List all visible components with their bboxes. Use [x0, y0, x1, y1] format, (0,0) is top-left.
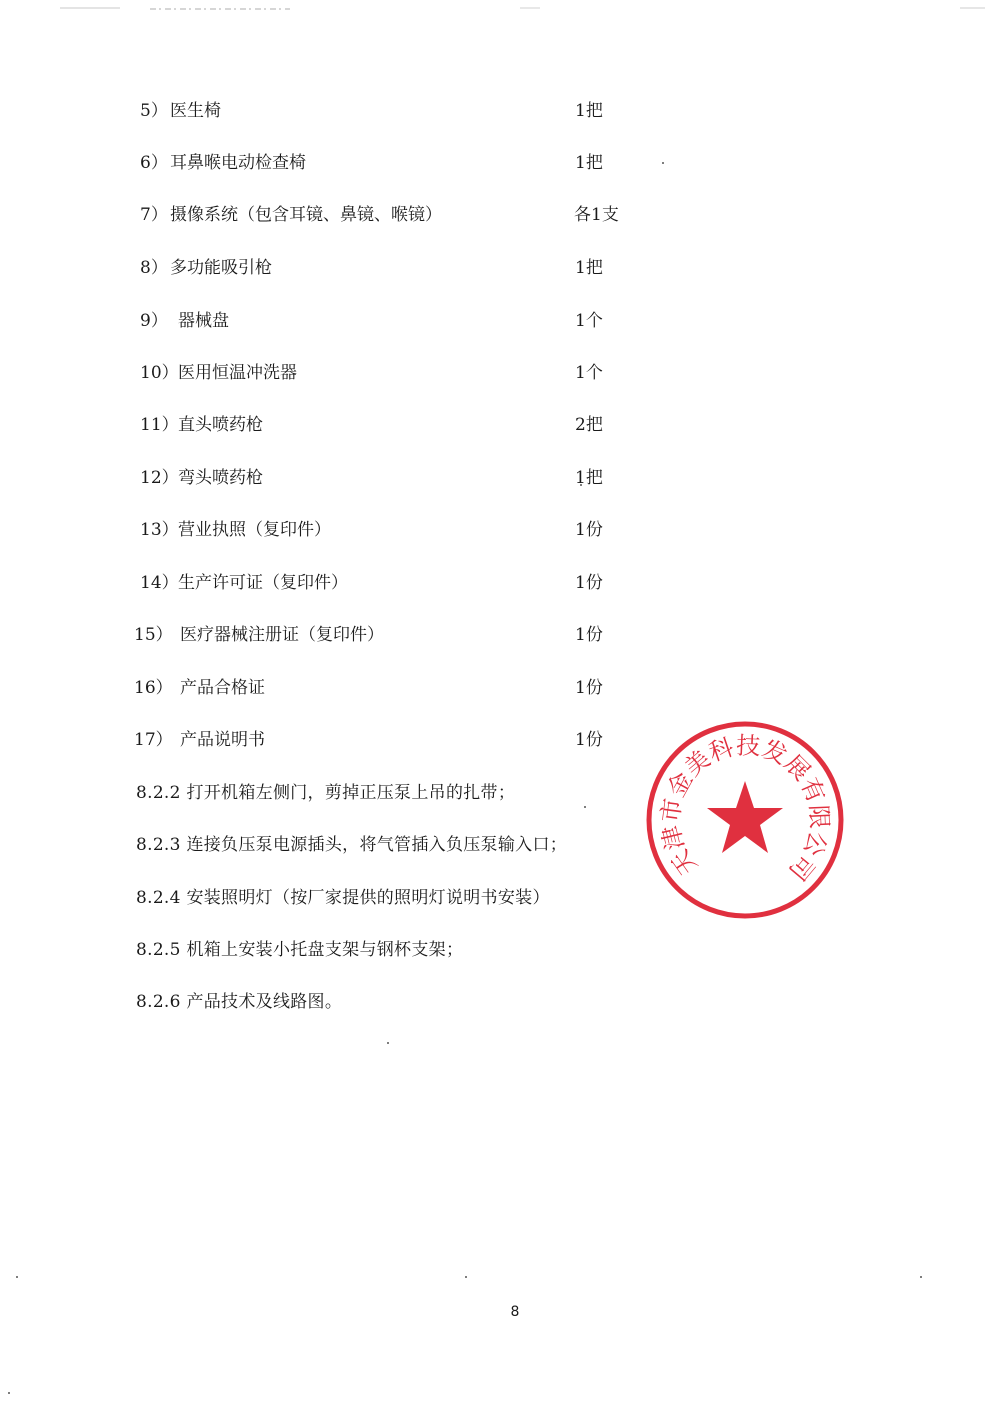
list-item: [0, 464, 1000, 492]
step-paragraph: 8.2.4 安装照明灯（按厂家提供的照明灯说明书安装）: [136, 888, 550, 908]
item-quantity: 1份: [575, 625, 603, 645]
scan-speck: [16, 1276, 18, 1278]
item-quantity: 1把: [575, 153, 603, 173]
item-number: 7）: [140, 205, 168, 225]
item-label: 直头喷药枪: [178, 415, 263, 435]
seal-character: 技: [735, 731, 761, 761]
item-label: 弯头喷药枪: [178, 468, 263, 488]
item-number: 15）: [134, 625, 173, 645]
item-number: 5）: [140, 101, 168, 121]
item-label: 摄像系统（包含耳镜、鼻镜、喉镜）: [170, 205, 442, 225]
list-item: [0, 149, 1000, 177]
item-quantity: 1份: [575, 730, 603, 750]
scan-speck: [387, 1042, 389, 1044]
item-number: 11）: [140, 415, 179, 435]
item-label: 营业执照（复印件）: [178, 520, 331, 540]
item-label: 生产许可证（复印件）: [178, 573, 348, 593]
item-number: 6）: [140, 153, 168, 173]
item-label: 医生椅: [170, 101, 221, 121]
seal-character: 司: [783, 849, 821, 886]
seal-character: 天: [666, 844, 703, 881]
list-item: [0, 201, 1000, 229]
list-item: [0, 674, 1000, 702]
item-quantity: 1份: [575, 520, 603, 540]
item-label: 器械盘: [178, 311, 229, 331]
seal-character: 限: [804, 804, 834, 830]
seal-character: 公: [797, 827, 833, 860]
list-item: [0, 569, 1000, 597]
list-item: [0, 621, 1000, 649]
seal-character: 津: [656, 822, 690, 853]
list-item: [0, 359, 1000, 387]
item-number: 12）: [140, 468, 179, 488]
item-label: 耳鼻喉电动检查椅: [170, 153, 306, 173]
item-number: 17）: [134, 730, 173, 750]
page-number: 8: [510, 1304, 520, 1320]
item-label: 医用恒温冲洗器: [178, 363, 297, 383]
step-paragraph: 8.2.2 打开机箱左侧门，剪掉正压泵上吊的扎带；: [136, 783, 516, 803]
seal-character: 美: [679, 744, 716, 782]
scan-edge-artifact: [0, 0, 1000, 16]
scan-speck: [920, 1276, 922, 1278]
seal-star-icon: [707, 781, 783, 853]
item-quantity: 1把: [575, 101, 603, 121]
item-quantity: 1个: [575, 311, 603, 331]
item-number: 13）: [140, 520, 179, 540]
list-item: [0, 411, 1000, 439]
step-paragraph: 8.2.3 连接负压泵电源插头，将气管插入负压泵输入口；: [136, 835, 568, 855]
item-quantity: 2把: [575, 415, 603, 435]
item-number: 14）: [140, 573, 179, 593]
item-label: 多功能吸引枪: [170, 258, 272, 278]
company-seal-stamp: [640, 715, 850, 925]
list-item: [0, 307, 1000, 335]
item-quantity: 1份: [575, 678, 603, 698]
item-quantity: 1份: [575, 573, 603, 593]
item-label: 医疗器械注册证（复印件）: [180, 625, 384, 645]
item-number: 8）: [140, 258, 168, 278]
list-item: [0, 97, 1000, 125]
item-quantity: 1个: [575, 363, 603, 383]
seal-character: 科: [705, 732, 738, 768]
scan-speck: [8, 1392, 10, 1394]
scan-speck: [465, 1276, 467, 1278]
seal-character: 展: [778, 749, 816, 787]
list-item: [0, 516, 1000, 544]
item-quantity: 1把: [575, 468, 603, 488]
step-paragraph: 8.2.6 产品技术及线路图。: [136, 992, 343, 1012]
seal-character: 有: [795, 773, 831, 807]
item-number: 9）: [140, 311, 168, 331]
item-quantity: 1把: [575, 258, 603, 278]
item-number: 16）: [134, 678, 173, 698]
item-label: 产品合格证: [180, 678, 265, 698]
step-paragraph: 8.2.5 机箱上安装小托盘支架与钢杯支架；: [136, 940, 464, 960]
item-label: 产品说明书: [180, 730, 265, 750]
list-item: [0, 726, 1000, 754]
list-item: [0, 254, 1000, 282]
item-quantity: 各1支: [574, 205, 619, 225]
seal-character: 金: [662, 767, 699, 802]
item-number: 10）: [140, 363, 179, 383]
seal-character: 市: [656, 796, 688, 825]
seal-character: 发: [758, 734, 792, 770]
